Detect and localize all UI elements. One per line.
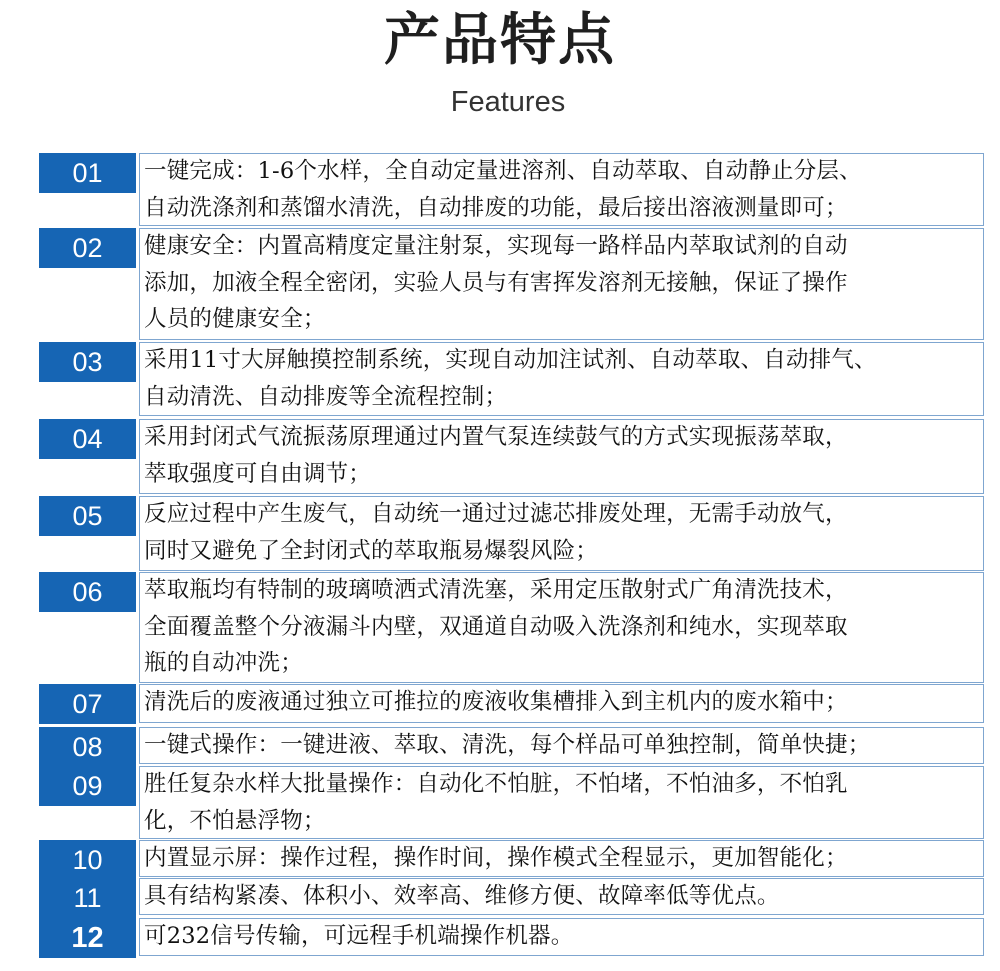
feature-number-badge: 07	[39, 684, 136, 724]
feature-text: 采用11寸大屏触摸控制系统，实现自动加注试剂、自动萃取、自动排气、 自动清洗、自动排废等全流程控制；	[144, 347, 877, 410]
feature-number-badge: 08	[39, 727, 136, 767]
feature-text: 一键式操作：一键进液、萃取、清洗，每个样品可单独控制，简单快捷；	[144, 732, 871, 758]
feature-text: 反应过程中产生废气，自动统一通过过滤芯排废处理，无需手动放气， 同时又避免了全封闭式的萃取瓶易爆裂风险；	[144, 501, 848, 564]
feature-number-badge: 10	[39, 840, 136, 880]
feature-text: 具有结构紧凑、体积小、效率高、维修方便、故障率低等优点。	[144, 883, 780, 909]
feature-text: 健康安全：内置高精度定量注射泵，实现每一路样品内萃取试剂的自动 添加，加液全程全密闭，实验人员与有害挥发溶剂无接触，保证了操作 人员的健康安全；	[144, 233, 848, 332]
feature-number-badge: 09	[39, 766, 136, 806]
page-subtitle: Features	[450, 86, 566, 118]
feature-text: 内置显示屏：操作过程，操作时间，操作模式全程显示，更加智能化；	[144, 845, 848, 871]
feature-number-badge: 02	[39, 228, 136, 268]
feature-text: 可232信号传输，可远程手机端操作机器。	[144, 923, 574, 949]
feature-text: 采用封闭式气流振荡原理通过内置气泵连续鼓气的方式实现振荡萃取， 萃取强度可自由调节；	[144, 424, 848, 487]
page-title: 产品特点	[384, 8, 616, 73]
feature-text: 一键完成：1-6个水样，全自动定量进溶剂、自动萃取、自动静止分层、 自动洗涤剂和蒸馏水清洗，自动排废的功能，最后接出溶液测量即可；	[144, 158, 862, 221]
feature-text: 萃取瓶均有特制的玻璃喷洒式清洗塞，采用定压散射式广角清洗技术， 全面覆盖整个分液漏斗内壁，双通道自动吸入洗涤剂和纯水，实现萃取 瓶的自动冲洗；	[144, 577, 848, 676]
feature-number-badge: 12	[39, 918, 136, 958]
feature-number-badge: 05	[39, 496, 136, 536]
feature-text: 胜任复杂水样大批量操作：自动化不怕脏，不怕堵，不怕油多，不怕乳 化，不怕悬浮物；	[144, 771, 848, 834]
feature-number-badge: 04	[39, 419, 136, 459]
feature-number-badge: 03	[39, 342, 136, 382]
feature-number-badge: 11	[39, 878, 136, 918]
feature-number-badge: 06	[39, 572, 136, 612]
feature-number-badge: 01	[39, 153, 136, 193]
feature-text: 清洗后的废液通过独立可推拉的废液收集槽排入到主机内的废水箱中；	[144, 689, 848, 715]
